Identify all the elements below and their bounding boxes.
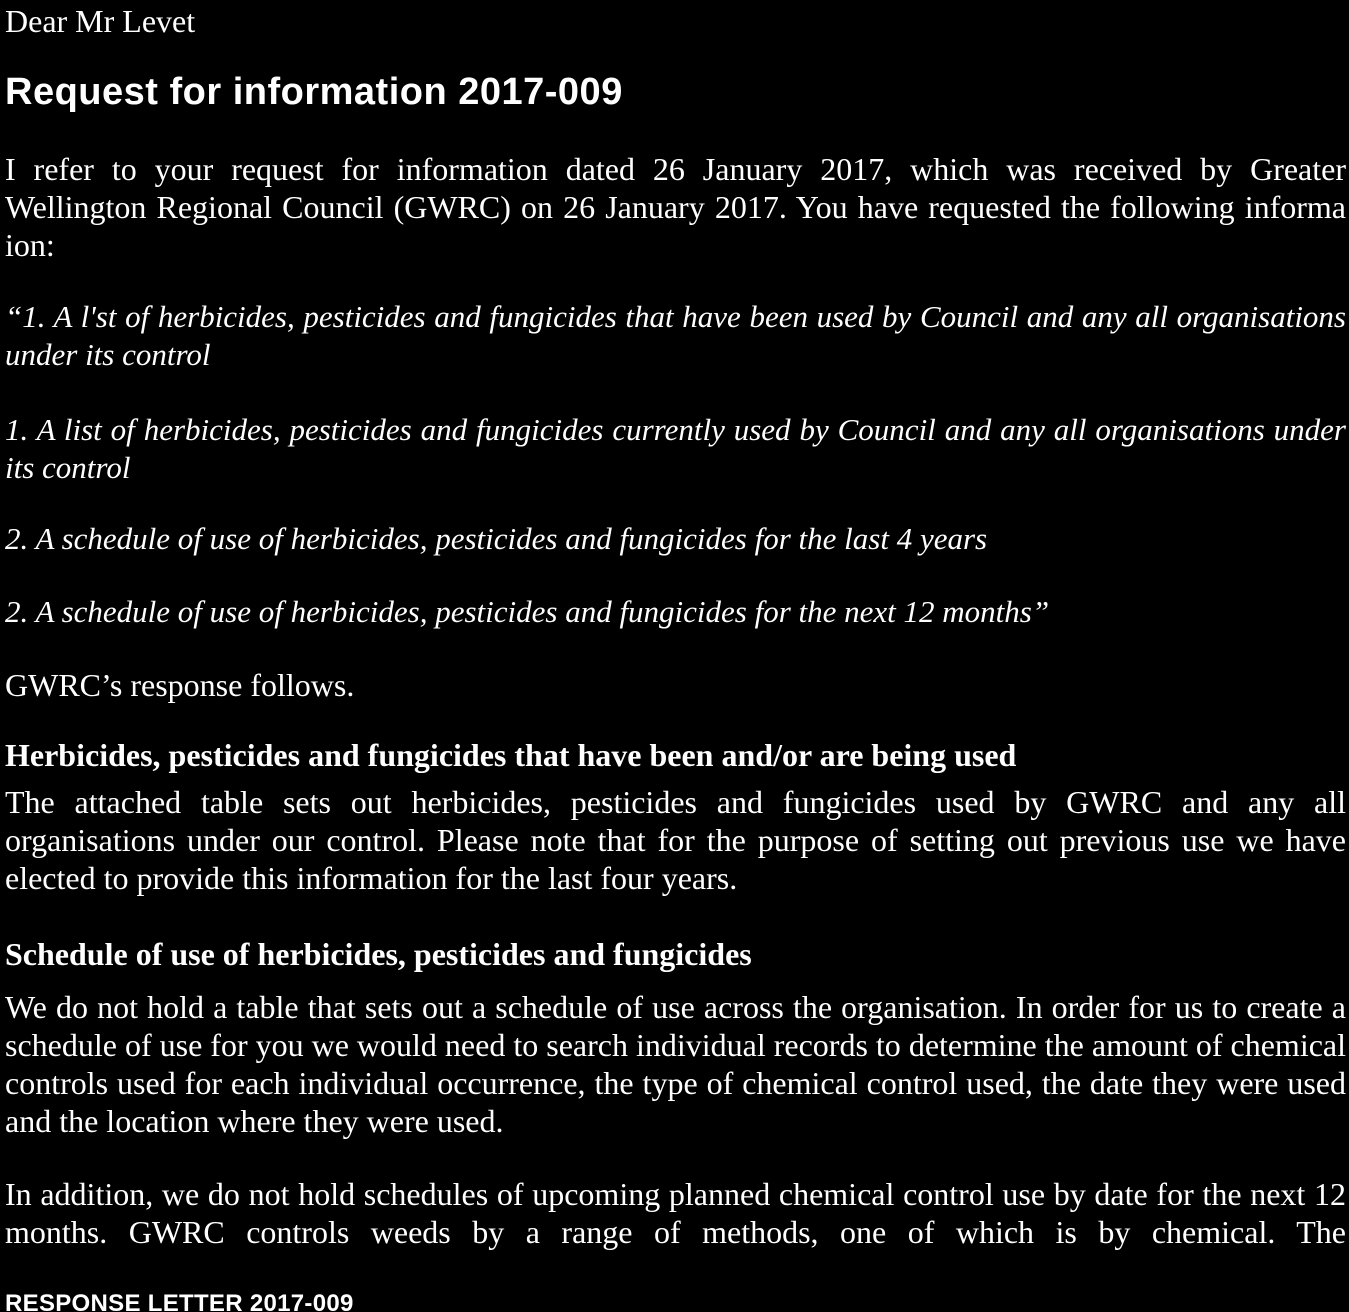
section-body-schedule-of-use: We do not hold a table that sets out a schedule of use across the organisation. In order for us to create a schedule of use for you we would need to search individual records to determine the amount of chemical controls used for each individual occurrence, the type of chemical control used, the date they were used and the location where they were used.	[5, 989, 1346, 1139]
letter-title: Request for information 2017-009	[5, 71, 623, 113]
closing-paragraph: In addition, we do not hold schedules of upcoming planned chemical control use by date for the next 12 months. GWRC controls weeds by a range of methods, one of which is by chemical. The	[5, 1176, 1346, 1250]
salutation: Dear Mr Levet	[5, 3, 196, 39]
section-herbicides-used	[5, 736, 1346, 897]
section-heading-schedule-of-use: Schedule of use of herbicides, pesticides and fungicides	[5, 936, 752, 972]
quoted-request-item-1a: “1. A l'st of herbicides, pesticides and fungicides that have been used by Council and any all organisations under its control	[5, 299, 1346, 372]
footer-document-reference: RESPONSE LETTER 2017-009	[5, 1290, 354, 1312]
section-body-herbicides-used: The attached table sets out herbicides, pesticides and fungicides used by GWRC and any all organisations under our control. Please note that for the purpose of setting out previous use we have elected to provide this information for the last four years.	[5, 784, 1346, 896]
quoted-request-item-2a: 2. A schedule of use of herbicides, pesticides and fungicides for the last 4 years	[5, 521, 988, 556]
quoted-request-item-1b: 1. A list of herbicides, pesticides and fungicides currently used by Council and any all organisations under its control	[5, 412, 1346, 485]
section-heading-herbicides-used: Herbicides, pesticides and fungicides that have been and/or are being used	[5, 737, 1017, 773]
intro-paragraph: I refer to your request for information dated 26 January 2017, which was received by Greater Wellington Regional Council (GWRC) on 26 January 2017. You have requested the following informa ion:	[5, 151, 1346, 263]
quoted-request-item-2b: 2. A schedule of use of herbicides, pesticides and fungicides for the next 12 months”	[5, 594, 1050, 629]
section-schedule-of-use	[5, 935, 1346, 1140]
response-intro: GWRC’s response follows.	[5, 667, 355, 703]
